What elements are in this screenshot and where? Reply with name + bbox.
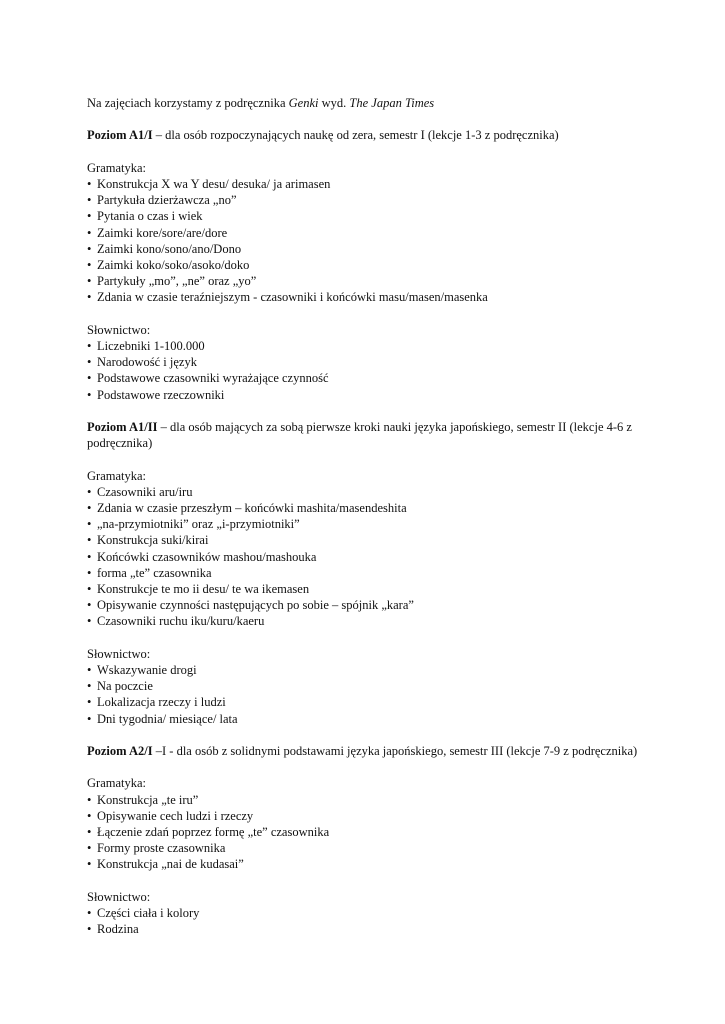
level-a2-1-heading <box>87 743 647 759</box>
list-item: • Zaimki koko/soko/asoko/doko <box>87 257 647 273</box>
vocab-list <box>87 338 647 403</box>
list-item: • Rodzina <box>87 921 647 937</box>
list-item: • Czasowniki aru/iru <box>87 484 647 500</box>
level-description: – dla osób mających za sobą pierwsze kroki nauki języka japońskiego, semestr II (lekcje 4-6 z podręcznika) <box>87 420 632 451</box>
list-item: • Zdania w czasie przeszłym – końcówki mashita/masendeshita <box>87 500 647 516</box>
grammar-list <box>87 484 647 630</box>
grammar-list <box>87 176 647 306</box>
vocab-heading: Słownictwo: <box>87 646 151 661</box>
list-item: • Opisywanie czynności następujących po sobie – spójnik „kara” <box>87 597 647 613</box>
list-item: • Pytania o czas i wiek <box>87 208 647 224</box>
level-title: Poziom A2/I <box>87 744 153 759</box>
level-title: Poziom A1/I <box>87 128 153 143</box>
list-item: • Konstrukcja suki/kirai <box>87 532 647 548</box>
list-item: • Konstrukcja „nai de kudasai” <box>87 856 647 872</box>
list-item: • Partykuły „mo”, „ne” oraz „yo” <box>87 273 647 289</box>
list-item: • Łączenie zdań poprzez formę „te” czasownika <box>87 824 647 840</box>
list-item: • Konstrukcje te mo ii desu/ te wa ikemasen <box>87 581 647 597</box>
list-item: • Zdania w czasie teraźniejszym - czasowniki i końcówki masu/masen/masenka <box>87 289 647 305</box>
list-item: • Końcówki czasowników mashou/mashouka <box>87 549 647 565</box>
list-item: • Konstrukcja X wa Y desu/ desuka/ ja arimasen <box>87 176 647 192</box>
level-description: – dla osób rozpoczynających naukę od zera, semestr I (lekcje 1-3 z podręcznika) <box>152 128 559 143</box>
level-a1-2-heading <box>87 419 647 451</box>
list-item: • Opisywanie cech ludzi i rzeczy <box>87 808 647 824</box>
level-title: Poziom A1/II <box>87 420 158 434</box>
list-item: • Czasowniki ruchu iku/kuru/kaeru <box>87 613 647 629</box>
level-a1-1-heading <box>87 127 647 143</box>
list-item: • Podstawowe rzeczowniki <box>87 387 647 403</box>
list-item: • Dni tygodnia/ miesiące/ lata <box>87 711 647 727</box>
list-item: • Zaimki kono/sono/ano/Dono <box>87 241 647 257</box>
list-item: • Podstawowe czasowniki wyrażające czynność <box>87 370 647 386</box>
list-item: • Części ciała i kolory <box>87 905 647 921</box>
intro-publisher: The Japan Times <box>349 96 435 110</box>
list-item: • Partykuła dzierżawcza „no” <box>87 192 647 208</box>
intro-paragraph <box>87 95 647 111</box>
grammar-heading: Gramatyka: <box>87 160 147 175</box>
list-item: • forma „te” czasownika <box>87 565 647 581</box>
document-page <box>87 95 647 937</box>
grammar-heading: Gramatyka: <box>87 776 147 791</box>
list-item: • Zaimki kore/sore/are/dore <box>87 225 647 241</box>
grammar-heading: Gramatyka: <box>87 468 147 483</box>
list-item: • „na-przymiotniki” oraz „i-przymiotniki” <box>87 516 647 532</box>
grammar-list <box>87 792 647 873</box>
vocab-list <box>87 905 647 937</box>
intro-prefix: Na zajęciach korzystamy z podręcznika <box>87 96 289 110</box>
list-item: • Na poczcie <box>87 678 647 694</box>
list-item: • Lokalizacja rzeczy i ludzi <box>87 694 647 710</box>
level-description: –I - dla osób z solidnymi podstawami języka japońskiego, semestr III (lekcje 7-9 z podręcznika) <box>152 744 638 759</box>
vocab-heading: Słownictwo: <box>87 322 151 337</box>
intro-middle: wyd. <box>318 96 350 110</box>
intro-book-title: Genki <box>288 96 319 110</box>
list-item: • Narodowość i język <box>87 354 647 370</box>
vocab-heading: Słownictwo: <box>87 889 151 904</box>
list-item: • Liczebniki 1-100.000 <box>87 338 647 354</box>
list-item: • Wskazywanie drogi <box>87 662 647 678</box>
vocab-list <box>87 662 647 727</box>
list-item: • Konstrukcja „te iru” <box>87 792 647 808</box>
list-item: • Formy proste czasownika <box>87 840 647 856</box>
